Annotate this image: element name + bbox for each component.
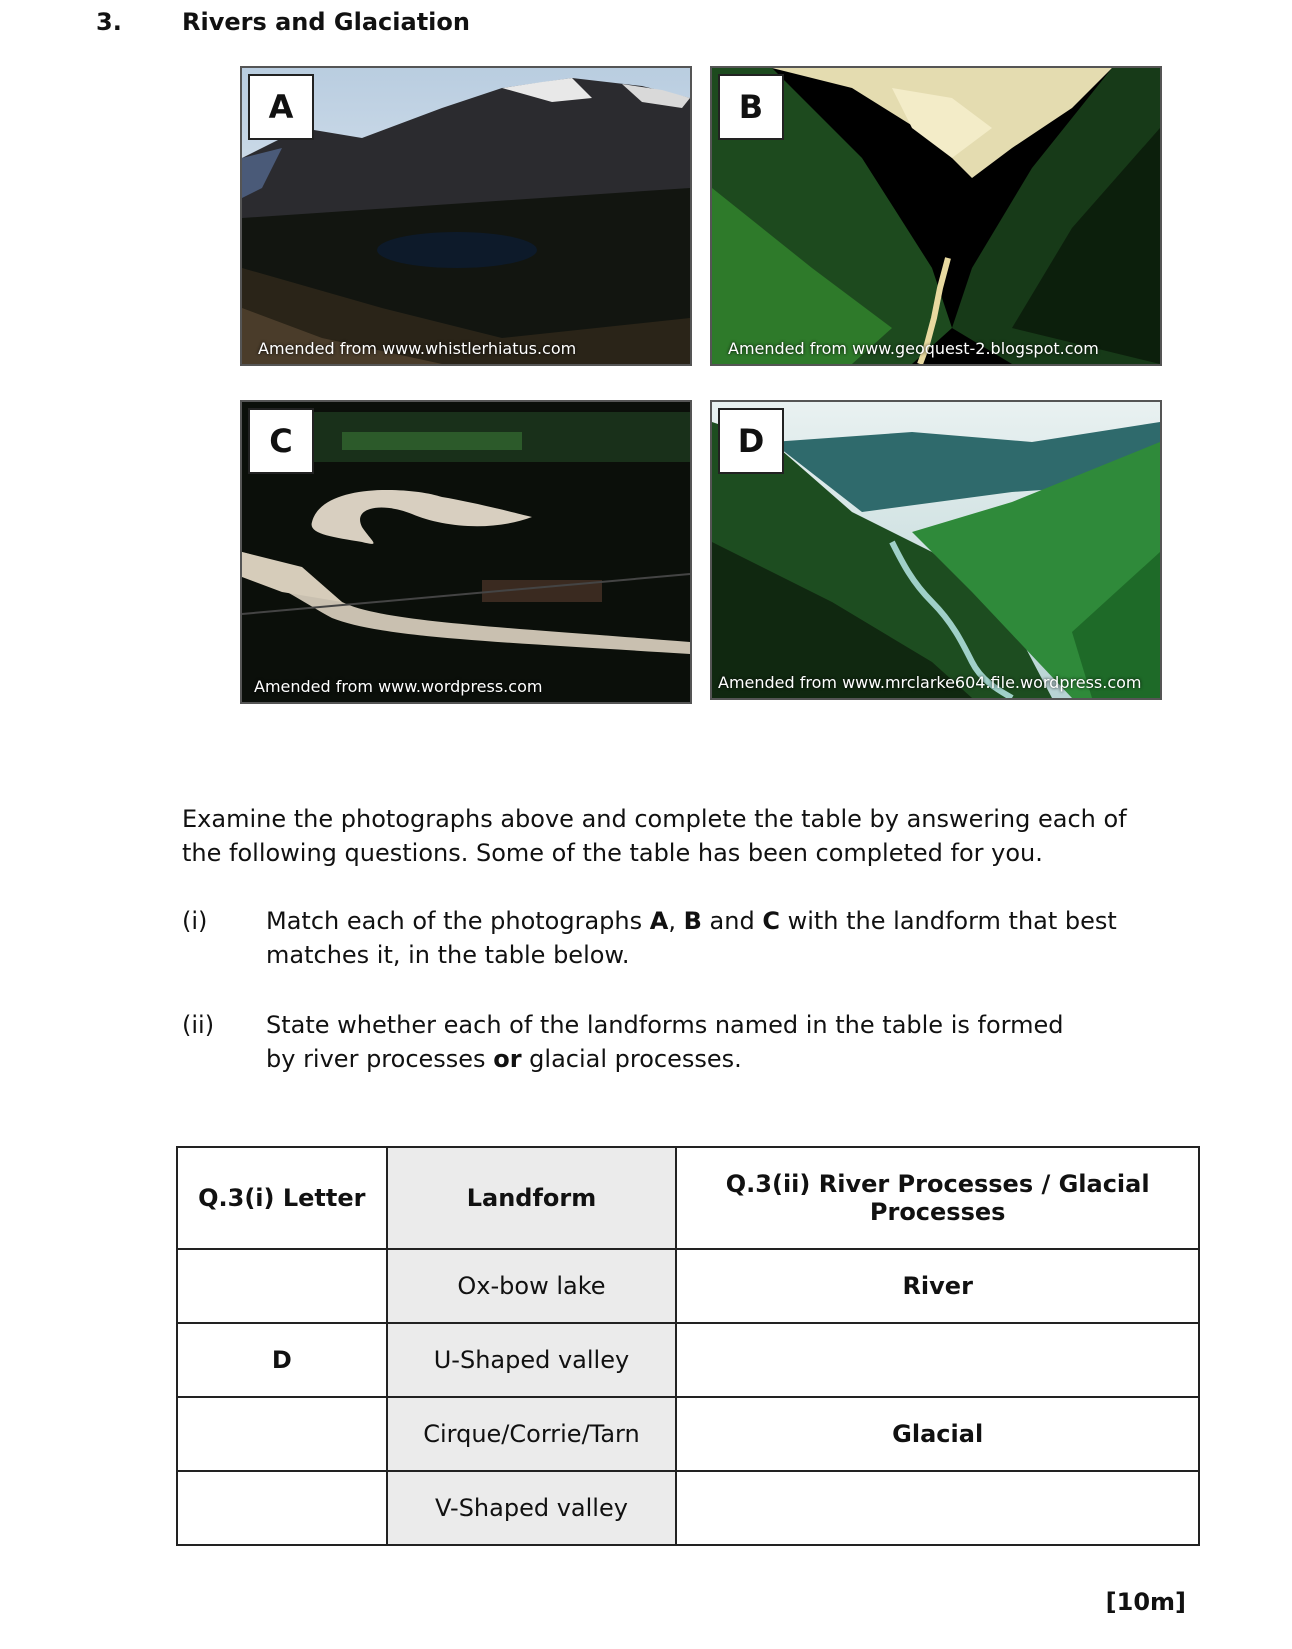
question-title: Rivers and Glaciation: [182, 8, 470, 36]
header-letter: Q.3(i) Letter: [177, 1147, 387, 1249]
photo-a: [240, 66, 692, 366]
table-row: [177, 1249, 1199, 1323]
process-cell[interactable]: [676, 1323, 1199, 1397]
photo-a-credit: Amended from www.whistlerhiatus.com: [258, 339, 577, 358]
marks-total: [10m]: [1105, 1588, 1186, 1616]
header-landform: Landform: [387, 1147, 677, 1249]
photo-d: [710, 400, 1162, 700]
photo-c: [240, 400, 692, 704]
header-process: Q.3(ii) River Processes / Glacial Processes: [676, 1147, 1199, 1249]
landform-cell: V-Shaped valley: [387, 1471, 677, 1545]
photo-b: [710, 66, 1162, 366]
photo-b-label: B: [718, 74, 784, 140]
photo-b-credit: Amended from www.geoquest-2.blogspot.com: [728, 339, 1099, 358]
landform-cell: U-Shaped valley: [387, 1323, 677, 1397]
photo-a-label: A: [248, 74, 314, 140]
landform-cell: Ox-bow lake: [387, 1249, 677, 1323]
question-number: 3.: [96, 8, 122, 36]
table-row: [177, 1397, 1199, 1471]
letter-cell[interactable]: D: [177, 1323, 387, 1397]
table-row: [177, 1471, 1199, 1545]
table-header-row: [177, 1147, 1199, 1249]
process-cell[interactable]: River: [676, 1249, 1199, 1323]
part-ii-label: (ii): [182, 1011, 215, 1039]
letter-cell[interactable]: [177, 1471, 387, 1545]
letter-cell[interactable]: [177, 1249, 387, 1323]
part-ii-text: State whether each of the landforms named in the table is formed by river processes or glacial processes.: [266, 1011, 1064, 1073]
answer-table: [176, 1146, 1200, 1546]
landform-cell: Cirque/Corrie/Tarn: [387, 1397, 677, 1471]
photo-d-label: D: [718, 408, 784, 474]
photo-c-label: C: [248, 408, 314, 474]
part-i-text: Match each of the photographs A, B and C with the landform that best matches it, in the table below.: [266, 907, 1117, 969]
instructions-text: Examine the photographs above and complete the table by answering each of the following questions. Some of the table has been completed for you.: [182, 805, 1127, 867]
part-i-label: (i): [182, 907, 208, 935]
photo-d-credit: Amended from www.mrclarke604.file.wordpress.com: [718, 673, 1142, 692]
letter-cell[interactable]: [177, 1397, 387, 1471]
photo-c-credit: Amended from www.wordpress.com: [254, 677, 543, 696]
process-cell[interactable]: [676, 1471, 1199, 1545]
table-row: [177, 1323, 1199, 1397]
process-cell[interactable]: Glacial: [676, 1397, 1199, 1471]
